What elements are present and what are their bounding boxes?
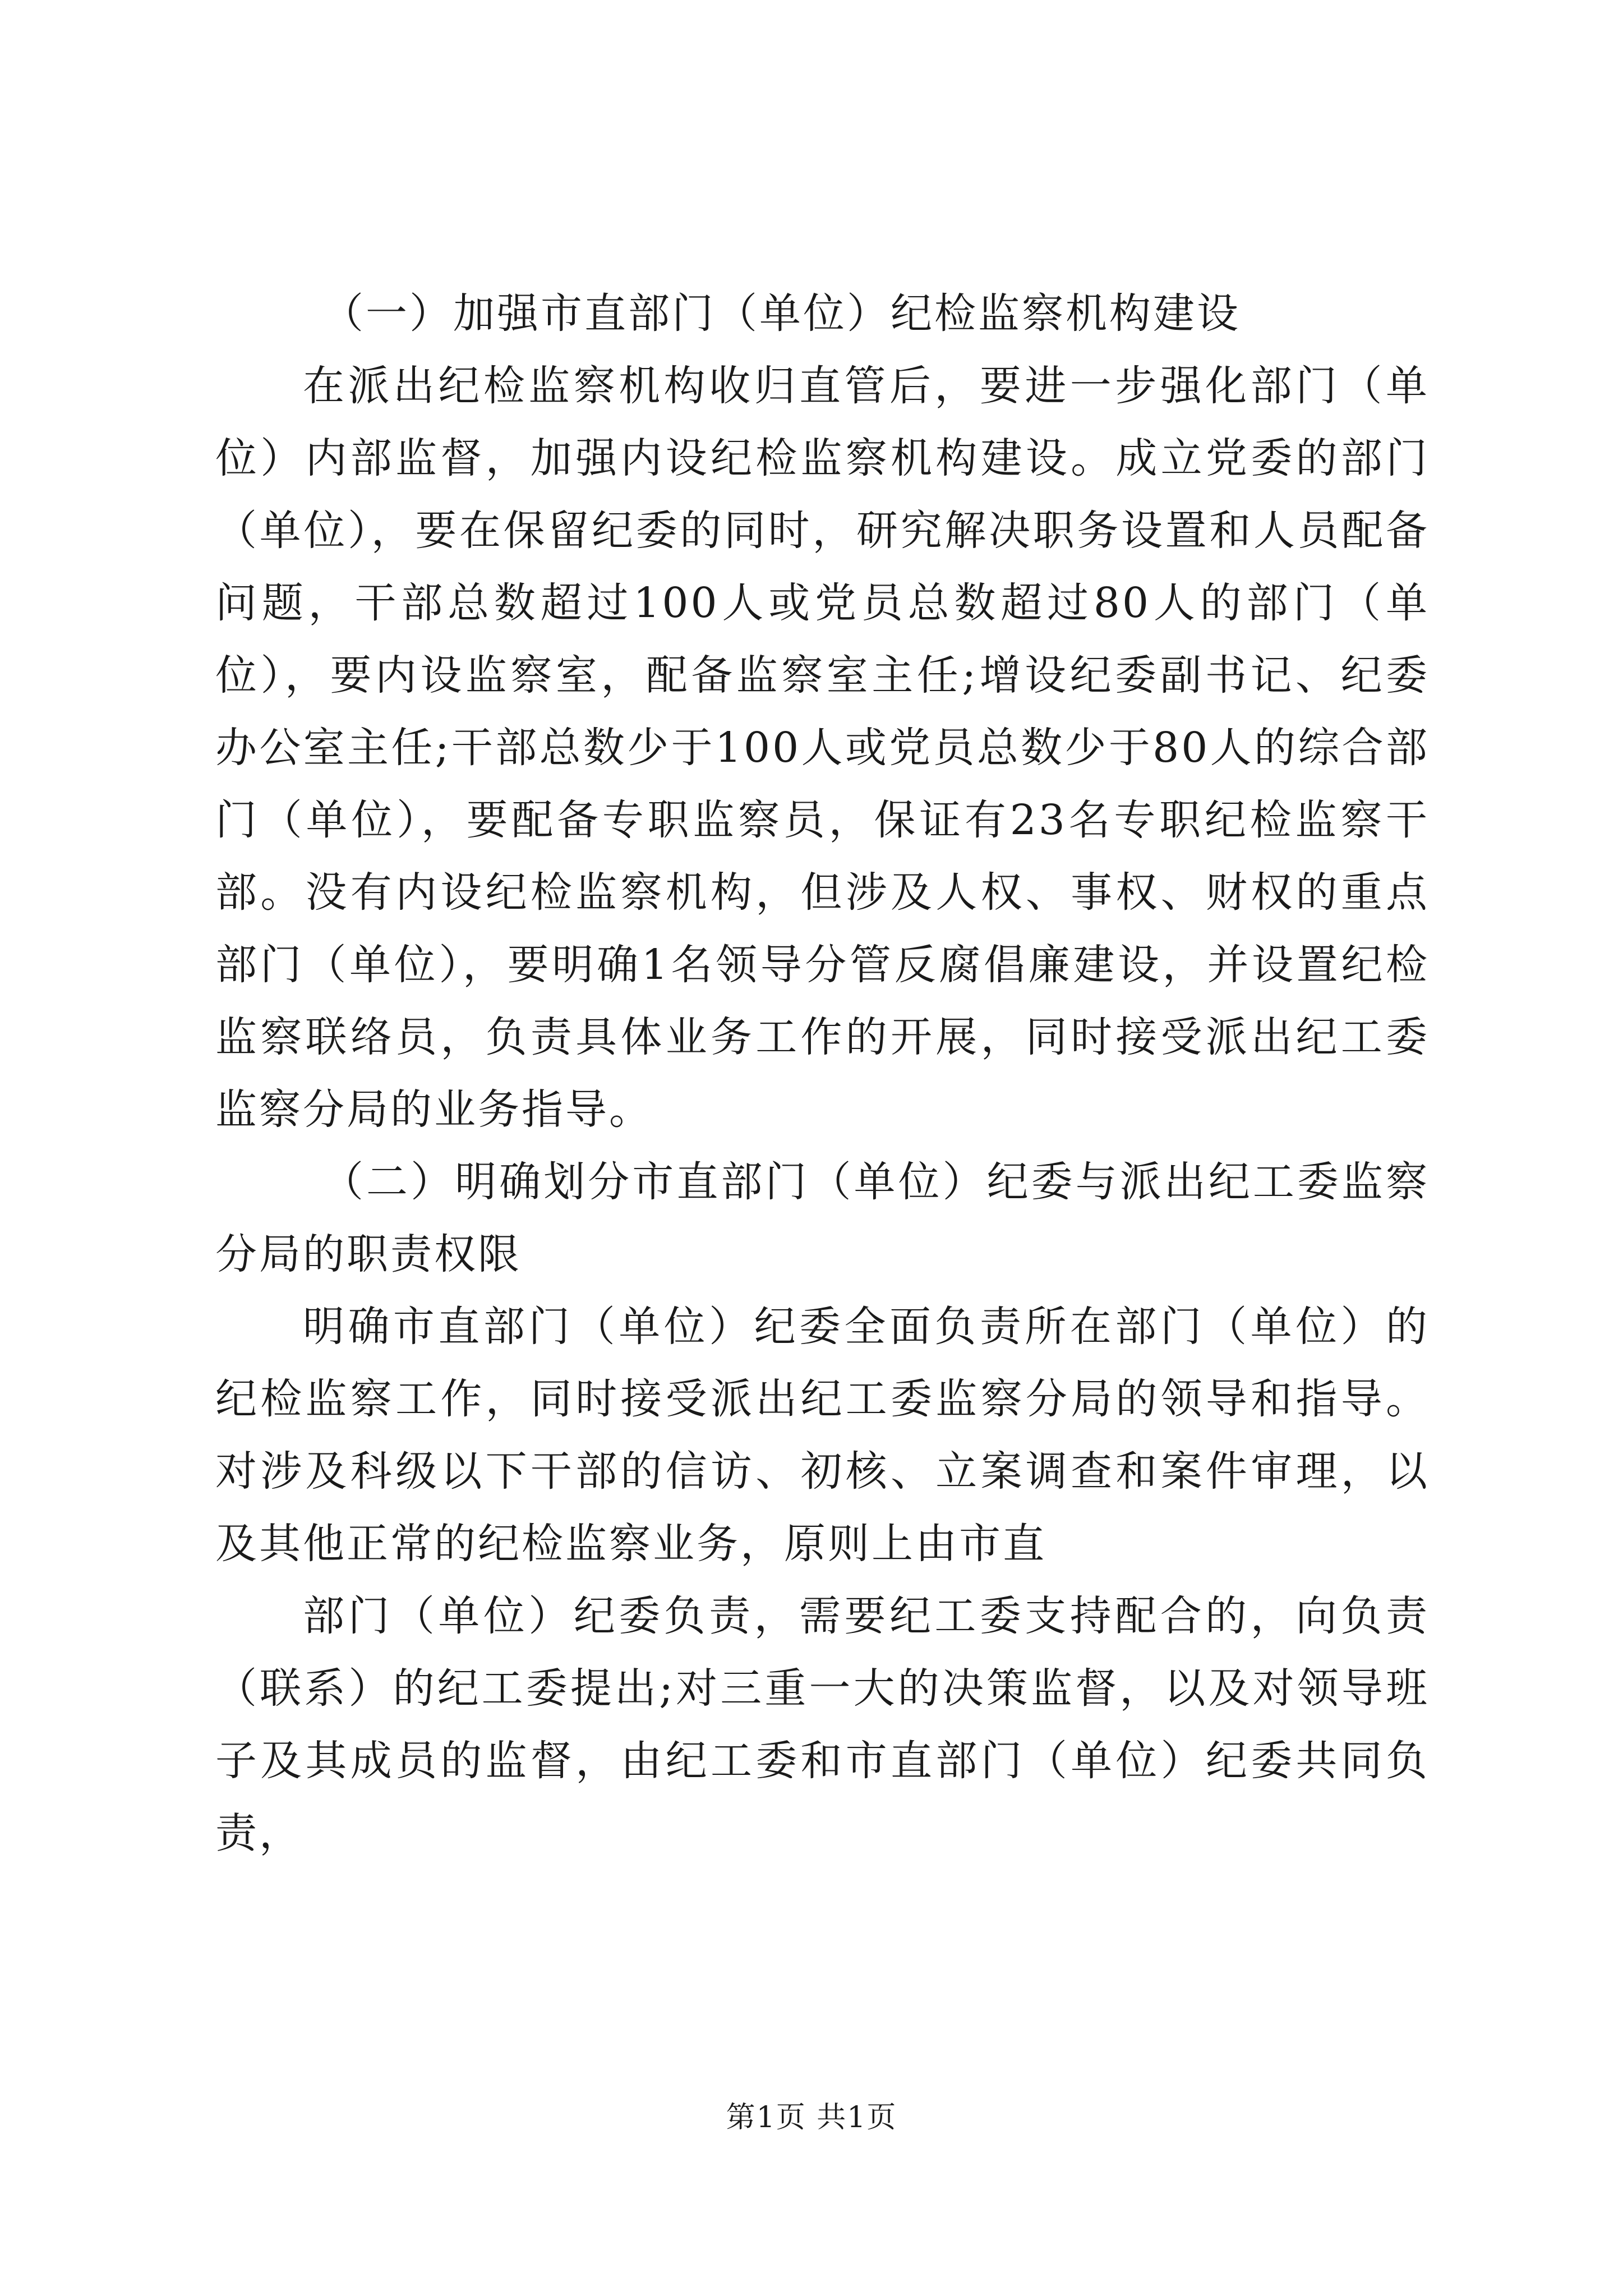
body-paragraph-1: 在派出纪检监察机构收归直管后，要进一步强化部门（单位）内部监督，加强内设纪检监察机构建设。成立党委的部门（单位），要在保留纪委的同时，研究解决职务设置和人员配备问题，干部总数超过100人或党员总数超过80人的部门（单位），要内设监察室，配备监察室主任;增设纪委副书记、纪委办公室主任;干部总数少于100人或党员总数少于80人的综合部门（单位），要配备专职监察员，保证有23名专职纪检监察干部。没有内设纪检监察机构，但涉及人权、事权、财权的重点部门（单位），要明确1名领导分管反腐倡廉建设，并设置纪检监察联络员，负责具体业务工作的开展，同时接受派出纪工委监察分局的业务指导。 <box>215 362 1430 1134</box>
section-heading-1: （一）加强市直部门（单位）纪检监察机构建设 <box>322 289 1241 338</box>
section-heading-2: （二）明确划分市直部门（单位）纪委与派出纪工委监察分局的职责权限 <box>215 1158 1430 1278</box>
document-body <box>215 278 1430 1870</box>
page-footer: 第1页 共1页 <box>726 2101 897 2134</box>
body-paragraph-3: 部门（单位）纪委负责，需要纪工委支持配合的，向负责（联系）的纪工委提出;对三重一大的决策监督，以及对领导班子及其成员的监督，由纪工委和市直部门（单位）纪委共同负责， <box>215 1592 1430 1857</box>
body-paragraph-2: 明确市直部门（单位）纪委全面负责所在部门（单位）的纪检监察工作，同时接受派出纪工委监察分局的领导和指导。对涉及科级以下干部的信访、初核、立案调查和案件审理，以及其他正常的纪检监察业务，原则上由市直 <box>215 1303 1430 1568</box>
